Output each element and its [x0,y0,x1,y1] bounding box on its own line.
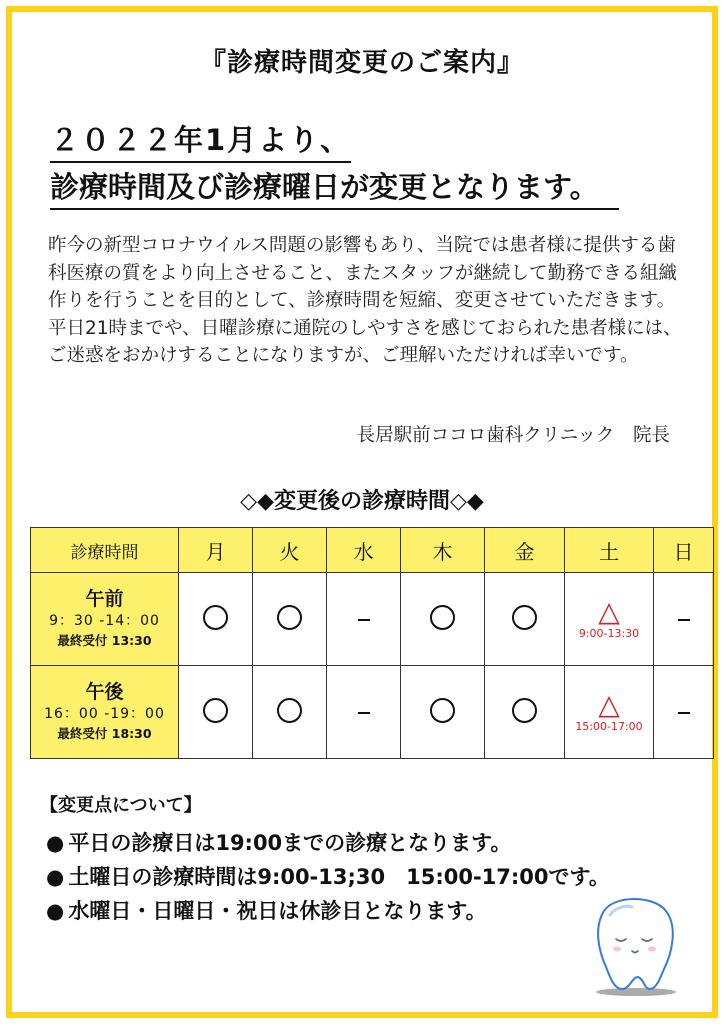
schedule-table [30,527,714,759]
row-label-time: 9：30 -14：00 [49,613,160,629]
notes-list [46,826,610,928]
day-header-sat: 土 [565,528,654,573]
tooth-mascot-icon [584,893,684,998]
cell-morning-thu [401,573,485,666]
day-header-fri: 金 [485,528,565,573]
headline-line-1: ２０２２年1月より、 [50,118,351,163]
row-label-morning [31,573,179,666]
schedule-row-morning [31,573,714,666]
cell-morning-fri [485,573,565,666]
cell-afternoon-wed [327,666,401,759]
row-label-last-reception: 最終受付 18:30 [57,726,152,741]
announcement-paragraph-2: 平日21時までや、日曜診療に通院のしやすさを感じておられた患者様には、ご迷惑をおかけすることになりますが、ご理解いただければ幸いです。 [48,317,682,366]
cell-morning-sun [654,573,714,666]
closed-dash-icon [358,619,370,621]
cell-afternoon-mon [179,666,253,759]
closed-dash-icon [358,712,370,714]
closed-dash-icon [678,712,690,714]
open-circle-icon [203,698,228,723]
row-label-title: 午後 [85,681,124,703]
row-label-title: 午前 [85,588,124,610]
cell-afternoon-tue [253,666,327,759]
notes-item: ● 平日の診療日は19:00までの診療となります。 [46,826,610,860]
row-label-afternoon [31,666,179,759]
cell-morning-sat [565,573,654,666]
cell-afternoon-sat [565,666,654,759]
page-title: 『診療時間変更のご案内』 [199,48,524,78]
headline-line-2: 診療時間及び診療曜日が変更となります。 [50,165,619,210]
cell-afternoon-thu [401,666,485,759]
day-header-wed: 水 [327,528,401,573]
cell-afternoon-sun [654,666,714,759]
day-header-mon: 月 [179,528,253,573]
open-circle-icon [277,698,302,723]
row-label-last-reception: 最終受付 13:30 [57,633,152,648]
row-label-time: 16：00 -19：00 [44,706,165,722]
notes-item: ● 水曜日・日曜日・祝日は休診日となります。 [46,894,610,928]
saturday-time: 15:00-17:00 [575,720,643,733]
signature: 長居駅前ココロ歯科クリニック 院長 [356,425,670,446]
announcement-body [48,232,688,370]
cell-morning-tue [253,573,327,666]
open-circle-icon [430,698,455,723]
schedule-row-afternoon [31,666,714,759]
closed-dash-icon [678,619,690,621]
cell-morning-wed [327,573,401,666]
partial-triangle-icon: △ [598,688,620,721]
schedule-header-row [31,528,714,573]
day-header-thu: 木 [401,528,485,573]
day-header-sun: 日 [654,528,714,573]
day-header-tue: 火 [253,528,327,573]
open-circle-icon [512,605,537,630]
notes-item: ● 土曜日の診療時間は9:00-13;30 15:00-17:00です。 [46,860,610,894]
schedule-title: ◇◆変更後の診療時間◇◆ [240,489,484,514]
open-circle-icon [512,698,537,723]
partial-triangle-icon: △ [598,595,620,628]
open-circle-icon [277,605,302,630]
cell-morning-mon [179,573,253,666]
announcement-paragraph-1: 昨今の新型コロナウイルス問題の影響もあり、当院では患者様に提供する歯科医療の質をより向上させること、またスタッフが継続して勤務できる組織作りを行うことを目的として、診療時間を短縮、変更させていただきます。 [48,235,678,311]
schedule-corner-label: 診療時間 [31,528,179,573]
cell-afternoon-fri [485,666,565,759]
notes-heading: 【変更点について】 [40,795,202,816]
open-circle-icon [430,605,455,630]
saturday-time: 9:00-13:30 [578,627,640,640]
open-circle-icon [203,605,228,630]
